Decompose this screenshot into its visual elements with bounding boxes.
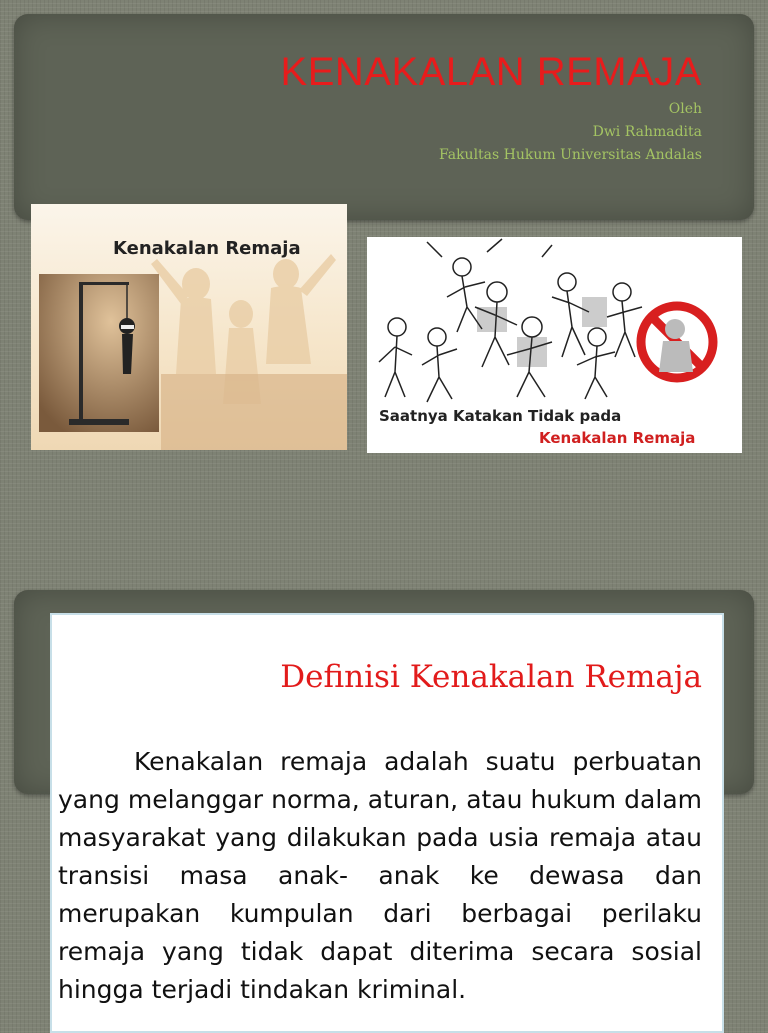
hanging-figure-inset [39, 274, 159, 432]
kenakalan-remaja-image [31, 204, 347, 450]
definition-body: Kenakalan remaja adalah suatu perbuatan yang melanggar norma, aturan, atau hukum dalam masyarakat yang dilakukan pada usia remaja atau transisi masa anak- anak ke dewasa dan merupakan kumpulan dari berbagai perilaku remaja yang tidak dapat diterima secara sosial hingga terjadi tindakan kriminal. [58, 747, 702, 1004]
subtitle-faculty: Fakultas Hukum Universitas Andalas [438, 147, 702, 163]
image-caption-line2: Kenakalan Remaja [539, 429, 696, 447]
definition-content-box [50, 613, 724, 1033]
subtitle-oleh: Oleh [668, 101, 702, 117]
subtitle-author: Dwi Rahmadita [592, 124, 702, 140]
image-caption-line1: Saatnya Katakan Tidak pada [379, 407, 622, 425]
definition-heading: Definisi Kenakalan Remaja [280, 659, 702, 695]
gallows-icon [39, 274, 159, 432]
title-slide-panel [14, 14, 754, 220]
anti-delinquency-image [367, 237, 742, 453]
slide-title: KENAKALAN REMAJA [280, 50, 702, 94]
image-caption: Kenakalan Remaja [113, 238, 301, 259]
